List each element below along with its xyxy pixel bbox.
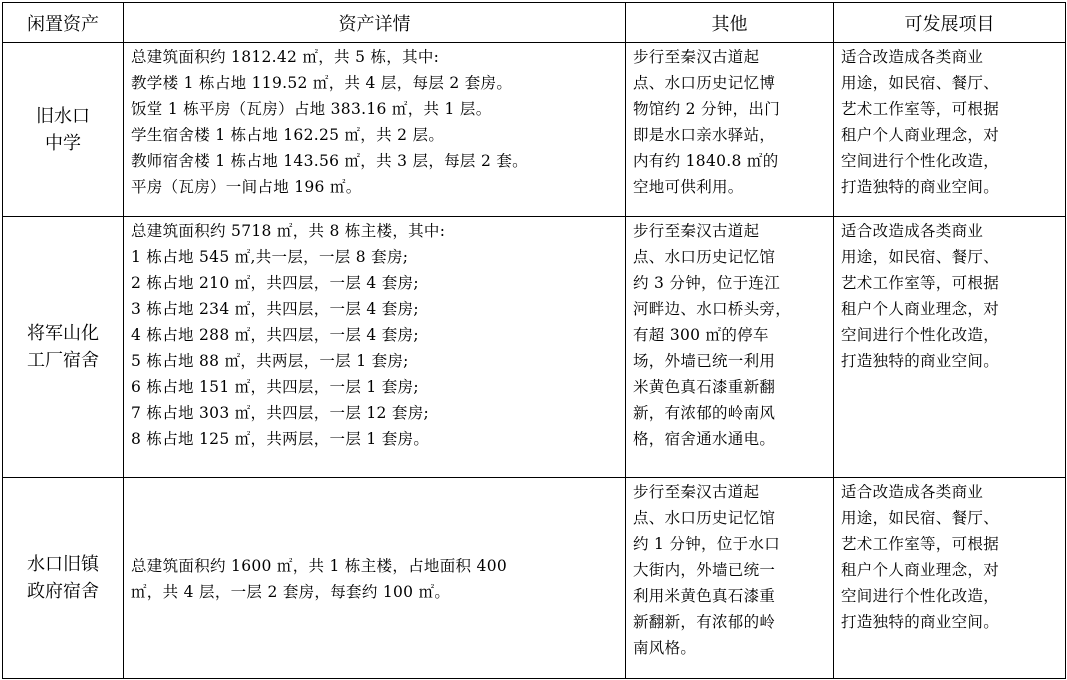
other-info-cell [626,217,834,478]
project-line: 租户个人商业理念，对 [841,561,1000,579]
details-line: 8 栋占地 125 ㎡，共两层，一层 1 套房。 [131,430,430,448]
asset-details-cell [124,217,626,478]
details-line: 5 栋占地 88 ㎡，共两层，一层 1 套房; [131,352,409,370]
asset-name-line: 工厂宿舍 [27,350,99,371]
other-line: 步行至秦汉古道起 [633,48,760,66]
header-other: 其他 [626,3,834,43]
project-line: 艺术工作室等，可根据 [841,274,1000,292]
project-line: 打造独特的商业空间。 [841,352,1000,370]
other-line: 格，宿舍通水通电。 [633,430,776,448]
other-line: 点、水口历史记忆馆 [633,248,776,266]
details-line: 6 栋占地 151 ㎡，共四层，一层 1 套房; [131,378,419,396]
other-line: 步行至秦汉古道起 [633,483,760,501]
other-line: 新，有浓郁的岭南风 [633,404,776,422]
header-row [3,3,1066,43]
project-line: 艺术工作室等，可根据 [841,100,1000,118]
table-row [3,478,1066,679]
details-line: 学生宿舍楼 1 栋占地 162.25 ㎡，共 2 层。 [131,126,445,144]
idle-assets-table [2,2,1066,679]
other-line: 米黄色真石漆重新翻 [633,378,776,396]
asset-details-cell [124,43,626,217]
project-line: 空间进行个性化改造， [841,152,1000,170]
details-line: ㎡，共 4 层，一层 2 套房，每套约 100 ㎡。 [131,582,451,601]
header-projects: 可发展项目 [834,3,1066,43]
asset-name-line: 水口旧镇 [27,554,99,575]
details-line: 教学楼 1 栋占地 119.52 ㎡，共 4 层，每层 2 套房。 [131,74,513,92]
project-line: 用途，如民宿、餐厅、 [841,74,1000,92]
details-line: 7 栋占地 303 ㎡，共四层，一层 12 套房; [131,404,430,422]
asset-name-cell [3,217,124,478]
project-line: 用途，如民宿、餐厅、 [841,248,1000,266]
projects-cell [834,43,1066,217]
other-line: 约 1 分钟，位于水口 [633,535,781,553]
projects-cell [834,217,1066,478]
project-line: 打造独特的商业空间。 [841,178,1000,196]
other-line: 点、水口历史记忆博 [633,74,776,92]
details-line: 饭堂 1 栋平房（瓦房）占地 383.16 ㎡，共 1 层。 [131,100,492,118]
other-line: 步行至秦汉古道起 [633,222,760,240]
other-line: 南风格。 [633,639,697,657]
details-line: 4 栋占地 288 ㎡，共四层，一层 4 套房; [131,326,419,344]
project-line: 适合改造成各类商业 [841,48,984,66]
other-line: 内有约 1840.8 ㎡的 [633,152,779,170]
asset-name-line: 旧水口 [36,105,90,127]
asset-name-line: 中学 [45,132,81,154]
asset-name-line: 将军山化 [27,323,99,344]
asset-details-cell [124,478,626,679]
other-line: 场，外墙已统一利用 [633,352,776,370]
details-line: 3 栋占地 234 ㎡，共四层，一层 4 套房; [131,300,419,318]
details-line: 总建筑面积约 5718 ㎡，共 8 栋主楼，其中: [131,222,446,240]
project-line: 租户个人商业理念，对 [841,300,1000,318]
details-line: 1 栋占地 545 ㎡,共一层，一层 8 套房; [131,248,409,266]
other-info-cell [626,478,834,679]
project-line: 适合改造成各类商业 [841,483,984,501]
other-line: 即是水口亲水驿站， [633,126,776,144]
project-line: 租户个人商业理念，对 [841,126,1000,144]
details-line: 总建筑面积约 1600 ㎡，共 1 栋主楼，占地面积 400 [131,556,508,575]
other-line: 约 3 分钟，位于连江 [633,274,781,292]
other-line: 有超 300 ㎡的停车 [633,326,769,344]
other-line: 空地可供利用。 [633,178,744,196]
project-line: 打造独特的商业空间。 [841,613,1000,631]
other-line: 物馆约 2 分钟，出门 [633,100,781,118]
other-line: 点、水口历史记忆馆 [633,509,776,527]
asset-name-cell [3,43,124,217]
project-line: 空间进行个性化改造， [841,326,1000,344]
table-row [3,217,1066,478]
project-line: 适合改造成各类商业 [841,222,984,240]
other-line: 河畔边、水口桥头旁， [633,300,792,318]
project-line: 用途，如民宿、餐厅、 [841,509,1000,527]
other-info-cell [626,43,834,217]
details-line: 2 栋占地 210 ㎡，共四层，一层 4 套房; [131,274,419,292]
details-line: 教师宿舍楼 1 栋占地 143.56 ㎡，共 3 层，每层 2 套。 [131,152,528,170]
asset-name-cell [3,478,124,679]
other-line: 新翻新，有浓郁的岭 [633,613,776,631]
other-line: 利用米黄色真石漆重 [633,587,776,605]
other-line: 大街内，外墙已统一 [633,561,776,579]
header-details: 资产详情 [124,3,626,43]
details-line: 平房（瓦房）一间占地 196 ㎡。 [131,178,362,196]
project-line: 艺术工作室等，可根据 [841,535,1000,553]
table-row [3,43,1066,217]
details-line: 总建筑面积约 1812.42 ㎡，共 5 栋，其中: [131,48,440,66]
asset-name-line: 政府宿舍 [27,581,99,602]
header-asset: 闲置资产 [3,3,124,43]
projects-cell [834,478,1066,679]
project-line: 空间进行个性化改造， [841,587,1000,605]
